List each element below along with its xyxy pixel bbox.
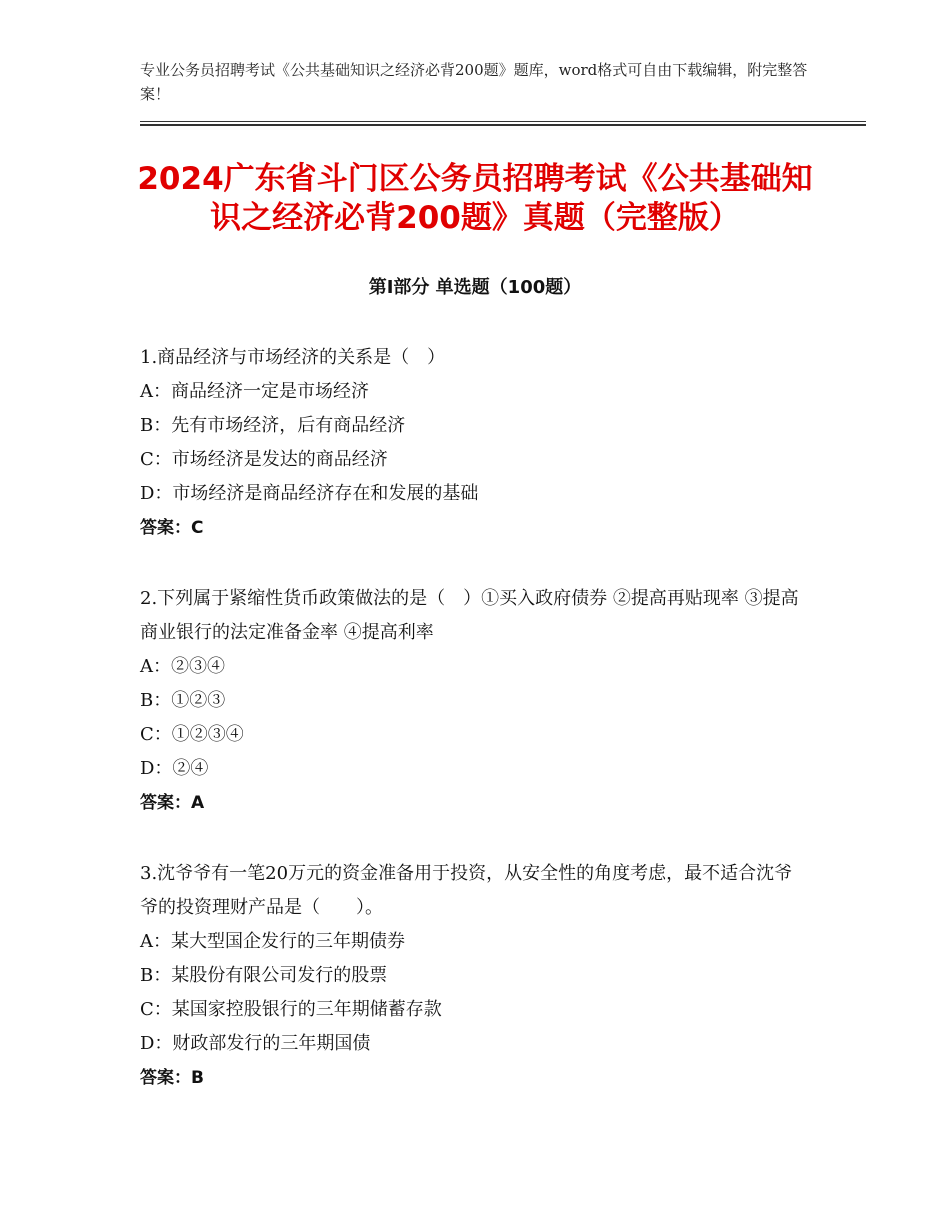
section-title: 第Ⅰ部分 单选题（100题） bbox=[368, 277, 582, 298]
header-divider-thin bbox=[140, 121, 866, 122]
option-b: B：①②③ bbox=[140, 690, 226, 711]
option-a: A：商品经济一定是市场经济 bbox=[140, 381, 369, 402]
option-a: A：②③④ bbox=[140, 656, 225, 677]
question-stem: 2.下列属于紧缩性货币政策做法的是（ ）①买入政府债券 ②提高再贴现率 ③提高商业银行的法定准备金率 ④提高利率 bbox=[140, 588, 799, 643]
document-title: 2024广东省斗门区公务员招聘考试《公共基础知识之经济必背200题》真题（完整版） bbox=[137, 161, 813, 236]
option-d: D：市场经济是商品经济存在和发展的基础 bbox=[140, 483, 479, 504]
header-note: 专业公务员招聘考试《公共基础知识之经济必背200题》题库，word格式可自由下载编辑，附完整答案！ bbox=[140, 61, 808, 103]
option-d: D：②④ bbox=[140, 758, 209, 779]
answer: 答案：C bbox=[140, 518, 204, 538]
question-stem: 3.沈爷爷有一笔20万元的资金准备用于投资，从安全性的角度考虑，最不适合沈爷爷的投资理财产品是（ ）。 bbox=[140, 863, 793, 918]
option-b: B：先有市场经济，后有商品经济 bbox=[140, 415, 406, 436]
question-3 bbox=[140, 857, 810, 1095]
option-b: B：某股份有限公司发行的股票 bbox=[140, 965, 388, 986]
option-c: C：市场经济是发达的商品经济 bbox=[140, 449, 388, 470]
answer: 答案：B bbox=[140, 1068, 204, 1088]
option-c: C：某国家控股银行的三年期储蓄存款 bbox=[140, 999, 442, 1020]
option-a: A：某大型国企发行的三年期债券 bbox=[140, 931, 405, 952]
answer: 答案：A bbox=[140, 793, 205, 813]
option-c: C：①②③④ bbox=[140, 724, 244, 745]
question-list bbox=[140, 341, 810, 1132]
question-2 bbox=[140, 582, 810, 820]
question-stem: 1.商品经济与市场经济的关系是（ ） bbox=[140, 347, 446, 368]
question-1 bbox=[140, 341, 810, 545]
header-divider-thick bbox=[140, 124, 866, 126]
option-d: D：财政部发行的三年期国债 bbox=[140, 1033, 371, 1054]
